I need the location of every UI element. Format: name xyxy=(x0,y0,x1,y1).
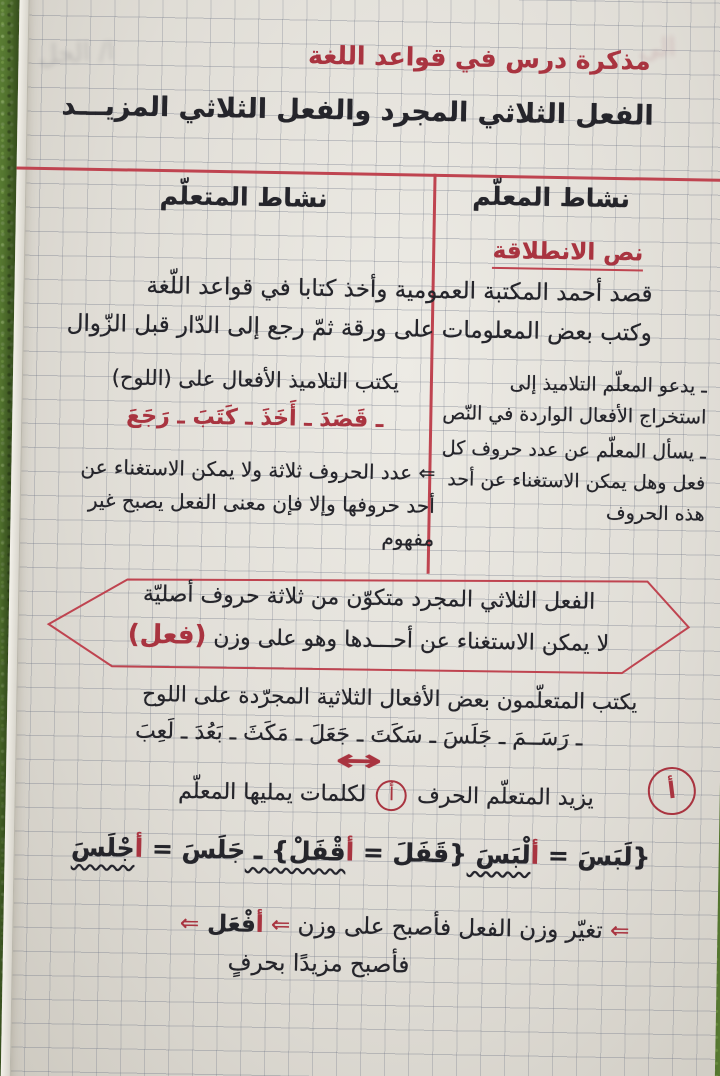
intro-line-2: وكتب بعض المعلومات على ورقة ثمّ رجع إلى الدّار قبل الزّوال xyxy=(66,310,653,347)
practice-line: يكتب المتعلّمون بعض الأفعال الثلاثية المجرّدة على اللوح xyxy=(142,681,638,716)
result-tail-line: فأصبح مزيدًا بحرفٍ xyxy=(227,949,410,979)
teacher-item-2: ـ يسأل المعلّم عن عدد حروف كل فعل وهل يمكن الاستغناء عن أحد هذه الحروف xyxy=(441,436,706,526)
result-text: تغيّر وزن الفعل فأصبح على وزن xyxy=(290,912,604,944)
intro-paragraph xyxy=(66,265,652,353)
augment-after: لكلمات يمليها المعلّم xyxy=(178,778,367,808)
eq-seg-6: جْلَسَ xyxy=(70,832,135,863)
eq-seg-2: لْبَسَ xyxy=(466,839,531,870)
learner-activity-header: نشاط المتعلّم xyxy=(159,181,328,213)
result-arrow-1: ⇐ xyxy=(602,917,630,945)
lesson-note-title: مذكرة درس في قواعد اللغة xyxy=(307,40,651,76)
rule-line-2-text: لا يمكن الاستغناء عن أحـــدها وهو على وزن xyxy=(213,625,610,657)
result-alef: أ xyxy=(255,911,264,938)
eq-alef-3: أ xyxy=(134,833,144,863)
eq-alef-2: أ xyxy=(345,837,355,867)
intro-text-label: نص الانطلاقة xyxy=(492,238,643,272)
page-title: الفعل الثلاثي المجرد والفعل الثلاثي المزيـــد xyxy=(61,90,654,132)
notebook-page xyxy=(1,0,720,1076)
result-arrow-2: ⇐ xyxy=(263,911,291,939)
learner-item-1: يكتب التلاميذ الأفعال على (اللوح) xyxy=(111,365,400,395)
result-arrow-3: ⇐ xyxy=(179,910,200,937)
eq-seg-3: {قَفَلَ = xyxy=(353,837,468,869)
rule-box xyxy=(44,566,694,679)
double-arrow-glyph: ↔ xyxy=(334,743,384,779)
rule-pattern: (فعل) xyxy=(127,619,207,651)
augment-line xyxy=(178,776,594,814)
result-rest: فْعَل xyxy=(198,910,257,938)
eq-seg-5: جَلَسَ = xyxy=(143,833,246,865)
learner-note: ⇐ عدد الحروف ثلاثة ولا يمكن الاستغناء عن أحد حروفها وإلا فإن معنى الفعل يصبح غير مفهوم xyxy=(80,454,436,551)
circled-letter-inline: أ xyxy=(376,780,408,812)
margin-marker: أ xyxy=(645,764,698,817)
red-bleed-smudge: الى xyxy=(638,32,677,65)
teacher-item-1: ـ يدعو المعلّم التلاميذ إلى استخراج الأفعال الواردة في النّص xyxy=(442,372,708,429)
ink-bleed-smudge: l/ الحل xyxy=(37,36,116,71)
learner-verbs-red: ـ قَصَدَ ـ أَخَذَ ـ كَتَبَ ـ رَجَعَ xyxy=(125,403,384,433)
eq-alef-1: أ xyxy=(530,840,540,870)
eq-seg-4: قْفَلْ} ـ xyxy=(244,835,346,867)
equation-line xyxy=(23,832,699,873)
intro-line-1: قصد أحمد المكتبة العمومية وأخذ كتابا في قواعد اللّغة xyxy=(146,272,653,308)
teacher-activity-header: نشاط المعلّم xyxy=(472,181,631,214)
eq-seg-1: {لَبَسَ = xyxy=(538,840,651,872)
double-arrow-icon xyxy=(334,743,384,779)
table-top-line xyxy=(17,167,720,182)
practice-verbs: ـ رَسَــمَ ـ جَلَسَ ـ سَكَتَ ـ جَعَلَ ـ مَكَثَ ـ بَعُدَ ـ لَعِبَ xyxy=(134,718,583,752)
result-line xyxy=(180,910,630,944)
rule-line-1: الفعل الثلاثي المجرد متكوّن من ثلاثة حروف أصليّة xyxy=(142,581,596,615)
augment-before: يزيد المتعلّم الحرف xyxy=(416,783,594,812)
